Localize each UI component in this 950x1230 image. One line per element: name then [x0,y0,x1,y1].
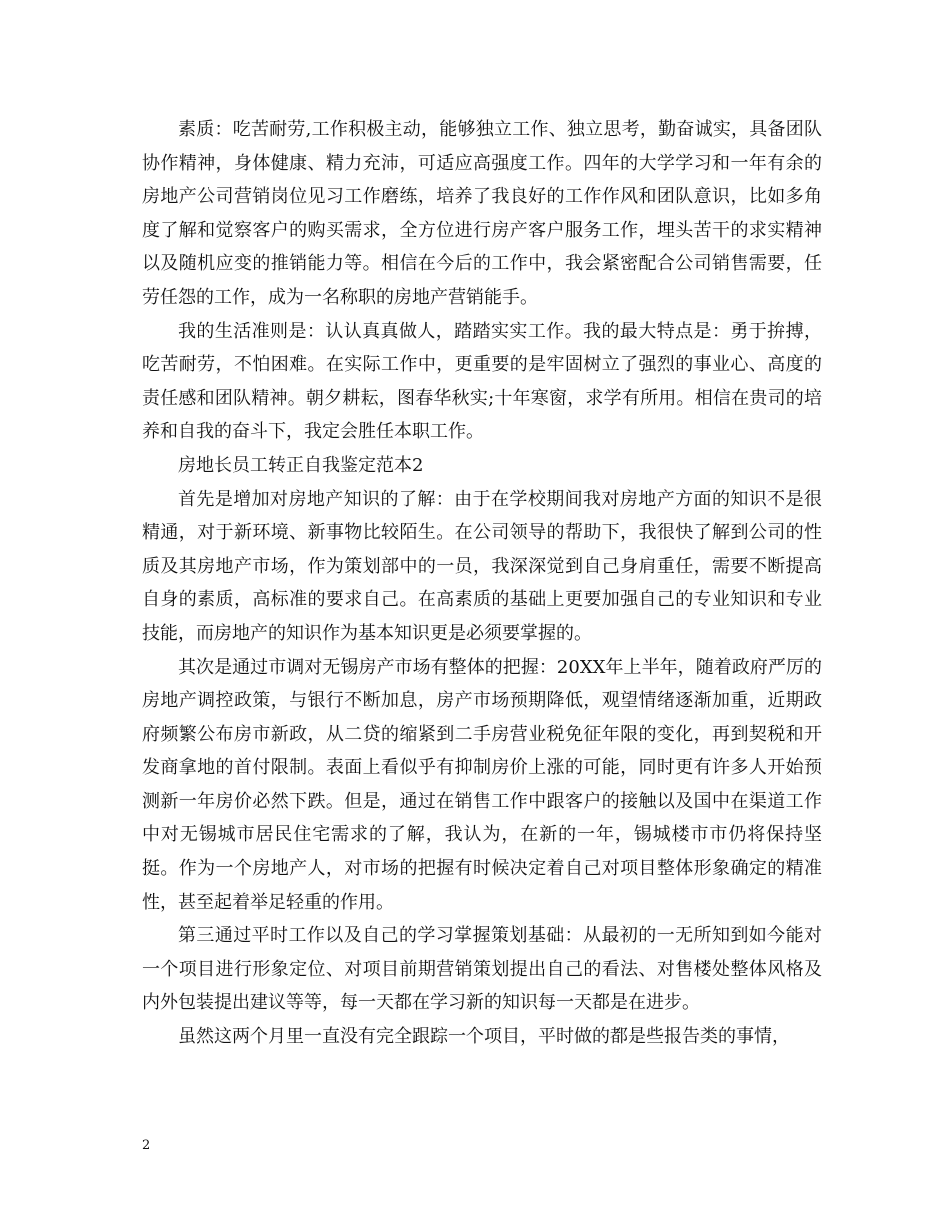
paragraph-planning-basics: 第三通过平时工作以及自己的学习掌握策划基础：从最初的一无所知到如今能对一个项目进行形象定位、对项目前期营销策划提出自己的看法、对售楼处整体风格及内外包装提出建议等等，每一天都在学习新的知识每一天都是在进步。 [142,925,822,1014]
paragraph-real-estate-knowledge: 首先是增加对房地产知识的了解：由于在学校期间我对房地产方面的知识不是很精通，对于新环境、新事物比较陌生。在公司领导的帮助下，我很快了解到公司的性质及其房地产市场，作为策划部中的一员，我深深觉到自己身肩重任，需要不断提高自身的素质，高标准的要求自己。在高素质的基础上更要加强自己的专业知识和专业技能，而房地产的知识作为基本知识更是必须要掌握的。 [142,488,822,644]
paragraph-two-months: 虽然这两个月里一直没有完全跟踪一个项目，平时做的都是些报告类的事情， [178,1026,790,1048]
page-number: 2 [142,1138,151,1153]
paragraph-market-research: 其次是通过市调对无锡房产市场有整体的把握：20XX年上半年，随着政府严厉的房地产调控政策，与银行不断加息，房产市场预期降低，观望情绪逐渐加重，近期政府频繁公布房市新政，从二贷的缩紧到二手房营业税免征年限的变化，再到契税和开发商拿地的首付限制。表面上看似乎有抑制房价上涨的可能，同时更有许多人开始预测新一年房价必然下跌。但是，通过在销售工作中跟客户的接触以及国中在渠道工作中对无锡城市居民住宅需求的了解，我认为，在新的一年，锡城楼市市仍将保持坚挺。作为一个房地产人，对市场的把握有时候决定着自己对项目整体形象确定的精准性，甚至起着举足轻重的作用。 [142,656,822,913]
paragraph-life-principles: 我的生活准则是：认认真真做人，踏踏实实工作。我的最大特点是：勇于拚搏，吃苦耐劳，不怕困难。在实际工作中，更重要的是牢固树立了强烈的事业心、高度的责任感和团队精神。朝夕耕耘，图春华秋实;十年寒窗，求学有所用。相信在贵司的培养和自我的奋斗下，我定会胜任本职工作。 [142,320,822,443]
paragraph-qualities: 素质：吃苦耐劳,工作积极主动，能够独立工作、独立思考，勤奋诚实，具备团队协作精神，身体健康、精力充沛，可适应高强度工作。四年的大学学习和一年有余的房地产公司营销岗位见习工作磨练，培养了我良好的工作作风和团队意识，比如多角度了解和觉察客户的购买需求，全方位进行房产客户服务工作，埋头苦干的求实精神以及随机应变的推销能力等。相信在今后的工作中，我会紧密配合公司销售需要，任劳任怨的工作，成为一名称职的房地产营销能手。 [142,119,822,308]
section-heading: 房地长员工转正自我鉴定范本2 [178,454,424,476]
document-body [142,113,822,1054]
